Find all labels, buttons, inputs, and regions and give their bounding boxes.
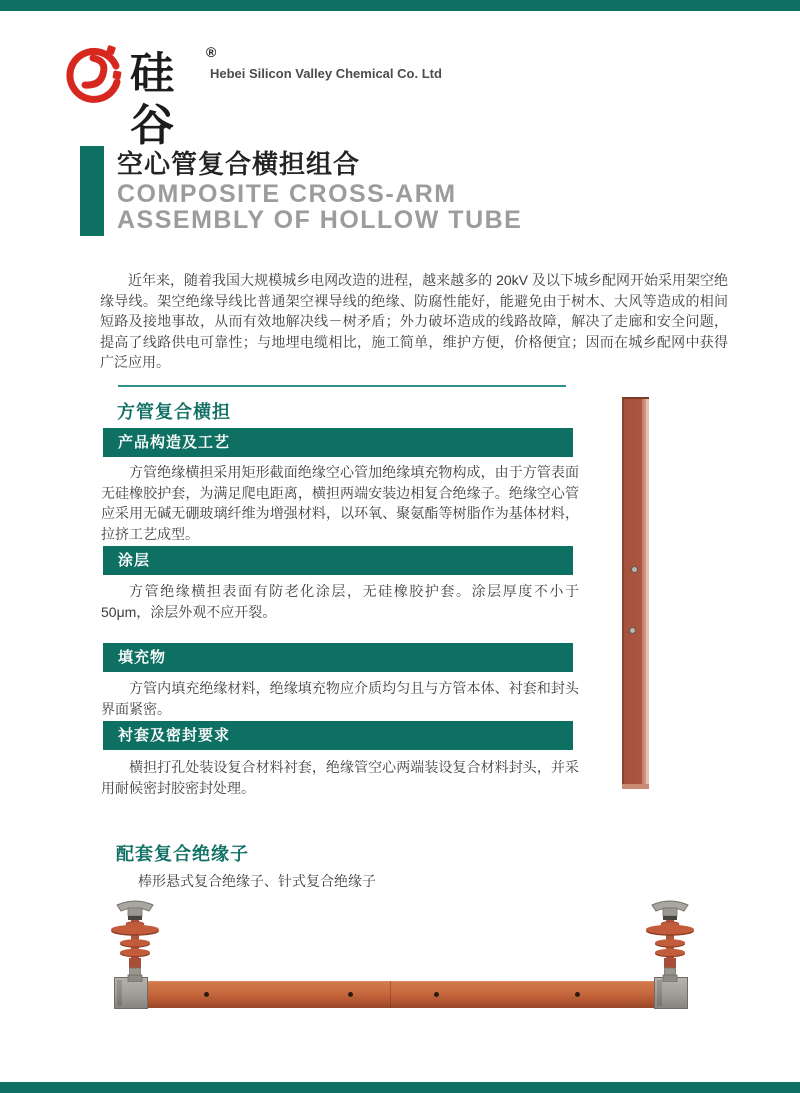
registered-mark: ®: [206, 44, 217, 60]
crossarm-seam: [390, 981, 391, 1008]
crossarm-hole: [434, 992, 439, 997]
section2-body: 棒形悬式复合绝缘子、针式复合绝缘子: [138, 873, 376, 889]
tube-rivet: [631, 566, 638, 573]
section2-title: 配套复合绝缘子: [116, 844, 249, 864]
crossarm-hole: [575, 992, 580, 997]
block-body-coating: 方管绝缘横担表面有防老化涂层，无硅橡胶护套。涂层厚度不小于 50μm，涂层外观不应开裂。: [101, 583, 579, 620]
section-divider-rule: [118, 385, 566, 387]
block-body-construction: 方管绝缘横担采用矩形截面绝缘空心管加绝缘填充物构成，由于方管表面无硅橡胶护套，为满足爬电距离，横担两端安装边相复合绝缘子。绝缘空心管应采用无碱无硼玻璃纤维为增强材料，以环氧、聚氨酯等树脂作为基体材料，拉挤工艺成型。: [101, 464, 579, 542]
tube-rivet: [629, 627, 636, 634]
page-title-cn: 空心管复合横担组合: [117, 149, 361, 179]
brand-logo-icon: [66, 44, 126, 104]
top-accent-bar: [0, 0, 800, 11]
company-name-en: Hebei Silicon Valley Chemical Co. Ltd: [210, 66, 442, 81]
tube-bottom-cap: [622, 784, 649, 789]
brand-name-cn: 硅谷: [130, 49, 176, 150]
block-header-bushing-seal: 衬套及密封要求: [103, 721, 573, 750]
title-accent-bar: [80, 146, 104, 236]
crossarm-hole: [348, 992, 353, 997]
hollow-tube-product-image: [622, 397, 649, 789]
bottom-accent-bar: [0, 1082, 800, 1093]
composite-insulator-left: [107, 898, 163, 982]
block-body-filler: 方管内填充绝缘材料，绝缘填充物应介质均匀且与方管本体、衬套和封头界面紧密。: [101, 680, 579, 717]
block-header-coating: 涂层: [103, 546, 573, 575]
block-body-bushing-seal: 横担打孔处装设复合材料衬套，绝缘管空心两端装设复合材料封头，并采用耐候密封胶密封处理。: [101, 759, 579, 796]
page-title-en-line1: COMPOSITE CROSS-ARM: [117, 180, 457, 208]
section1-title: 方管复合横担: [117, 402, 231, 422]
page-title-en-line2: ASSEMBLY OF HOLLOW TUBE: [117, 206, 523, 234]
intro-paragraph: 近年来，随着我国大规模城乡电网改造的进程，越来越多的 20kV 及以下城乡配网开始采用架空绝缘导线。架空绝缘导线比普通架空裸导线的绝缘、防腐性能好，能避免由于树木、大风等造成的相间短路及接地事故，从而有效地解决线－树矛盾；外力破坏造成的线路故障，解决了走廊和安全问题，提高了线路供电可靠性；与地埋电缆相比，施工简单，维护方便，价格便宜；因而在城乡配网中获得广泛应用。: [100, 272, 728, 370]
composite-insulator-right: [642, 898, 698, 982]
page-title-en: [117, 181, 522, 233]
block-header-filler: 填充物: [103, 643, 573, 672]
crossarm-tube: [116, 981, 688, 1008]
crossarm-hole: [204, 992, 209, 997]
block-header-construction: 产品构造及工艺: [103, 428, 573, 457]
